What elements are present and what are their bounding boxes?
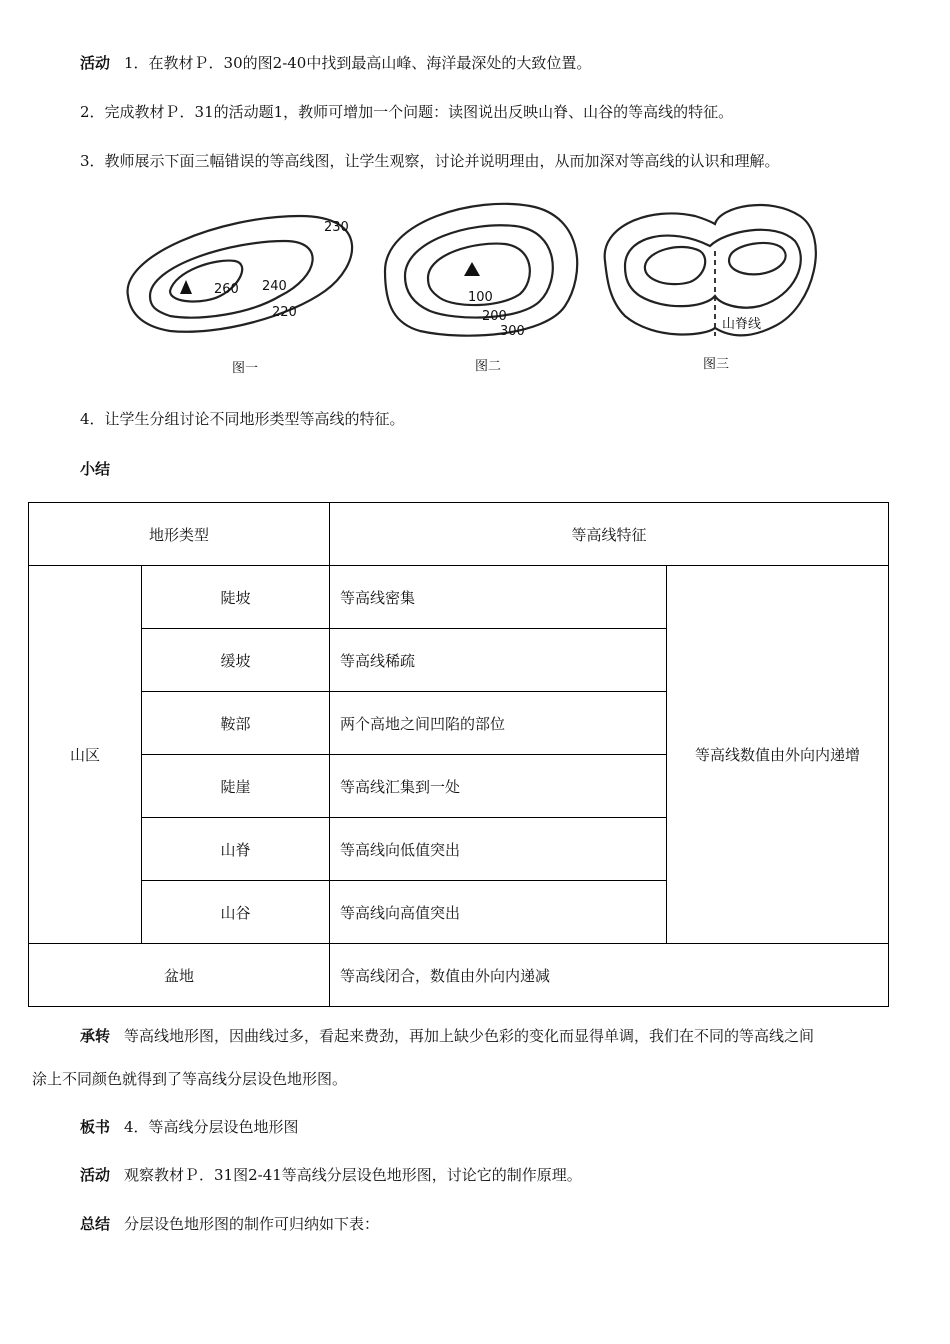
row-feature: 等高线向高值突出: [330, 881, 667, 944]
fig3-contour-inner-right: [729, 243, 786, 274]
activity-paragraph-2: [80, 1164, 582, 1185]
activity-label: 活动: [80, 54, 111, 72]
fig2-label-300: 300: [500, 324, 525, 339]
header-terrain-type: 地形类型: [29, 503, 330, 566]
conclusion-label: 总结: [80, 1215, 111, 1233]
fig2-peak-triangle: [464, 262, 480, 276]
fig1-label-220: 220: [272, 305, 297, 320]
terrain-table: [28, 502, 889, 1007]
paragraph-3: 3．教师展示下面三幅错误的等高线图，让学生观察，讨论并说明理由，从而加深对等高线的认识和理解。: [80, 152, 780, 170]
row-feature: 等高线向低值突出: [330, 818, 667, 881]
fig1-label-230: 230: [324, 220, 349, 235]
row-type: 陡崖: [142, 755, 330, 818]
fig1-contour-outer: [128, 216, 353, 332]
transition-text-2: 涂上不同颜色就得到了等高线分层设色地形图。: [32, 1070, 348, 1088]
fig2-label-100: 100: [468, 290, 493, 305]
fig1-peak-triangle: [180, 280, 192, 294]
fig2-caption: 图二: [475, 359, 502, 374]
conclusion-text: 分层设色地形图的制作可归纳如下表：: [124, 1215, 380, 1233]
activity-paragraph-1: [80, 52, 591, 73]
row-feature: 等高线密集: [330, 566, 667, 629]
conclusion-paragraph: [80, 1213, 379, 1234]
fig1-label-240: 240: [262, 279, 287, 294]
fig3-label-ridge: 山脊线: [722, 317, 762, 332]
board-text: 4．等高线分层设色地形图: [124, 1118, 299, 1136]
row-feature: 等高线稀疏: [330, 629, 667, 692]
row-type: 缓坡: [142, 629, 330, 692]
table-row-basin: [29, 944, 889, 1007]
row-feature: 两个高地之间凹陷的部位: [330, 692, 667, 755]
row-feature: 等高线汇集到一处: [330, 755, 667, 818]
fig1-caption: 图一: [232, 361, 259, 376]
shared-feature: 等高线数值由外向内递增: [667, 566, 889, 944]
activity2-label: 活动: [80, 1166, 111, 1184]
fig3-contour-inner-left: [645, 247, 705, 284]
row-type: 鞍部: [142, 692, 330, 755]
basin-type: 盆地: [29, 944, 330, 1007]
transition-text-1: 等高线地形图，因曲线过多，看起来费劲，再加上缺少色彩的变化而显得单调，我们在不同的等高线之间: [124, 1027, 815, 1045]
basin-feature: 等高线闭合，数值由外向内递减: [330, 944, 889, 1007]
contour-figures: [110, 196, 840, 390]
paragraph-4: 4．让学生分组讨论不同地形类型等高线的特征。: [80, 410, 405, 428]
fig3-contour-outer: [605, 205, 816, 335]
board-paragraph: [80, 1116, 299, 1137]
row-type: 山脊: [142, 818, 330, 881]
board-label: 板书: [80, 1118, 111, 1136]
transition-label: 承转: [80, 1027, 111, 1045]
fig2-label-200: 200: [482, 309, 507, 324]
group-label-mountain: 山区: [29, 566, 142, 944]
paragraph-2: 2．完成教材Ｐ．31的活动题1，教师可增加一个问题：读图说出反映山脊、山谷的等高线的特征。: [80, 103, 734, 121]
fig3-caption: 图三: [703, 357, 730, 372]
activity2-text: 观察教材Ｐ．31图2-41等高线分层设色地形图，讨论它的制作原理。: [124, 1166, 582, 1184]
summary-heading: 小结: [80, 460, 111, 478]
header-contour-feature: 等高线特征: [330, 503, 889, 566]
transition-paragraph: [80, 1025, 814, 1046]
fig1-label-260: 260: [214, 282, 239, 297]
activity-text: 1．在教材Ｐ．30的图2-40中找到最高山峰、海洋最深处的大致位置。: [124, 54, 592, 72]
row-type: 陡坡: [142, 566, 330, 629]
table-header-row: [29, 503, 889, 566]
table-row: [29, 566, 889, 629]
row-type: 山谷: [142, 881, 330, 944]
